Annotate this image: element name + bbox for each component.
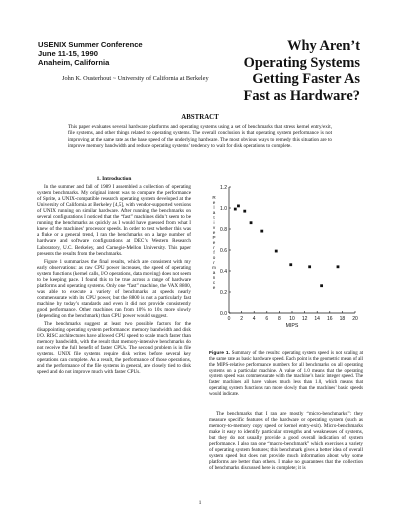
data-point [337,265,340,268]
caption-text: Summary of the results: operating system speed is not scaling at the same rate as basic hardware speed. Each point is the geometric mean of all the MIPS-relative performance numbers for all benchmarks on all operating systems on a particular machine. A value of 1.0 means that the operating system speed was commensurate with the machine’s basic integer speed. The faster machines all have values much less than 1.0, which means that operating system functions ran more slowly than the machines’ basic speeds would indicate. [209,351,363,397]
title-line: Why Aren’t [287,38,360,54]
data-point [243,210,246,213]
right-column [209,411,363,471]
x-tick-label: 2 [240,316,243,322]
y-tick-label: 0.0 [220,310,227,317]
y-tick-label: 0.2 [220,289,227,296]
y-axis-label-letter: r [213,245,215,250]
y-axis-label-letter: a [212,210,216,215]
paragraph: The benchmarks that I ran are mostly “micro-benchmarks”: they measure specific features of the hardware or operating system (such as memory-to-memory copy speed or kernel entry-exit). Micro-benchmarks make it easy to identify particular strengths and weaknesses of systems, but they do not usually provide a good overall indication of system performance. I also ran one “macro-benchmark” which exercises a variety of operating system features; this benchmark gives a better idea of overall system speed but does not provide much information about why some platforms are better than others. I make no guarantees that the collection of benchmarks discussed here is complete; it is [209,411,363,472]
section-heading: 1. Introduction [96,176,132,182]
y-tick-label: 0.4 [220,268,227,275]
caption-label: Figure 1. [209,351,230,356]
x-axis-label: MIPS [285,323,299,329]
figure-caption [209,351,363,398]
conference-name: USENIX Summer Conference [38,40,143,49]
y-axis-label-letter: e [212,285,216,290]
x-tick-label: 8 [278,316,281,322]
y-tick-label: 0.8 [220,226,227,233]
data-point [275,250,278,253]
y-axis-label-letter: c [212,280,216,285]
title-line: Getting Faster As [252,71,360,88]
y-axis-label-letter: n [212,275,216,280]
data-point [234,208,237,211]
title-line: Operating Systems [243,54,360,71]
y-axis-label-letter: i [213,220,215,225]
y-axis-label-letter: t [213,215,215,220]
conference-info [38,40,143,67]
x-tick-label: 14 [314,316,320,322]
abstract-heading: ABSTRACT [181,114,219,121]
y-axis-label-letter: v [212,225,216,230]
y-axis-label-letter: a [212,270,216,275]
data-point [289,263,292,266]
title-line: Fast as Hardware? [243,87,360,104]
data-point [250,221,253,224]
y-axis-label-letter: P [212,235,216,240]
x-tick-label: 16 [327,316,333,322]
y-axis-label-letter: e [212,230,216,235]
y-axis-label-letter: e [212,200,216,205]
x-tick-label: 12 [301,316,308,322]
conference-dates: June 11-15, 1990 [38,49,98,58]
data-point [260,230,263,233]
paper-title [160,38,360,104]
page-number: 1 [198,500,202,506]
y-tick-label: 0.6 [220,247,227,254]
y-axis-label-letter: o [212,255,216,260]
y-axis-label-letter: R [212,195,216,200]
y-tick-label: 1.0 [220,205,227,212]
paragraph: In the summer and fall of 1989 I assembled a collection of operating system benchmarks. My original intent was to compare the performance of Sprite, a UNIX-compatible research operating system developed at the University of California at Berkeley [4,5], with vendor-supported versions of UNIX running on similar hardware. After running the benchmarks on several configurations I noticed that the “fast” machines didn’t seem to be running the benchmarks as quickly as I would have guessed from what I knew of the machines’ processor speeds. In order to test whether this was a fluke or a general trend, I ran the benchmarks on a large number of hardware and software configurations at DEC’s Western Research Laboratory, U.C. Berkeley, and Carnegie-Mellon University. This paper presents the results from the benchmarks. [37,184,191,257]
paragraph: Figure 1 summarizes the final results, which are consistent with my early observations: as raw CPU power increases, the speed of operating system functions (kernel calls, I/O operations, data moving) does not seem to be keeping pace. I found this to be true across a range of hardware platforms and operating systems. Only one “fast” machine, the VAX 8800, was able to execute a variety of benchmarks at speeds nearly commensurate with its CPU power, but the 8800 is not a particularly fast machine by today’s standards and even it did not provide consistently good performance. Other machines ran from 10% to 10x more slowly (depending on the benchmark) than CPU power would suggest. [37,258,191,320]
x-tick-label: 20 [352,316,358,322]
author-line: John K. Ousterhout ~ University of California at Berkeley [62,75,209,82]
data-point [308,265,311,268]
y-axis-label-letter: f [213,250,215,255]
y-axis-label-letter: l [213,205,215,210]
paragraph: The benchmarks suggest at least two possible factors for the disappointing operating system performance: memory bandwidth and disk I/O. RISC architectures have allowed CPU speed to scale much faster than memory bandwidth, with the result that memory-intensive benchmarks do not receive the full benefit of faster CPUs. The second problem is in file systems. UNIX file systems require disk writes before several key operations can complete. As a result, the performance of those operations, and the performance of the file systems in general, are closely tied to disk speed and do not improve much with faster CPUs. [37,321,191,376]
x-tick-label: 4 [252,316,256,322]
data-point [237,205,240,208]
data-point [320,284,323,287]
x-tick-label: 6 [265,316,269,322]
x-tick-label: 18 [339,316,346,322]
y-axis-label-letter: m [212,265,216,270]
x-tick-label: 0 [227,316,231,322]
abstract-text: This paper evaluates several hardware platforms and operating systems using a set of benchmarks that stress kernel entry/exit, file systems, and other things related to operating systems. The overall conclusion is that operating system performance is not improving at the same rate as the base speed of the underlying hardware. The most obvious ways to remedy this situation are to improve memory bandwidth and reduce operating systems’ tendency to wait for disk operations to complete. [68,124,332,149]
y-tick-label: 1.2 [220,184,227,191]
y-axis-label-letter: r [213,260,215,265]
left-column [37,176,191,376]
x-tick-label: 10 [289,316,295,322]
scatter-chart [209,176,363,346]
conference-location: Anaheim, California [38,58,110,67]
y-axis-label-letter: e [212,240,216,245]
